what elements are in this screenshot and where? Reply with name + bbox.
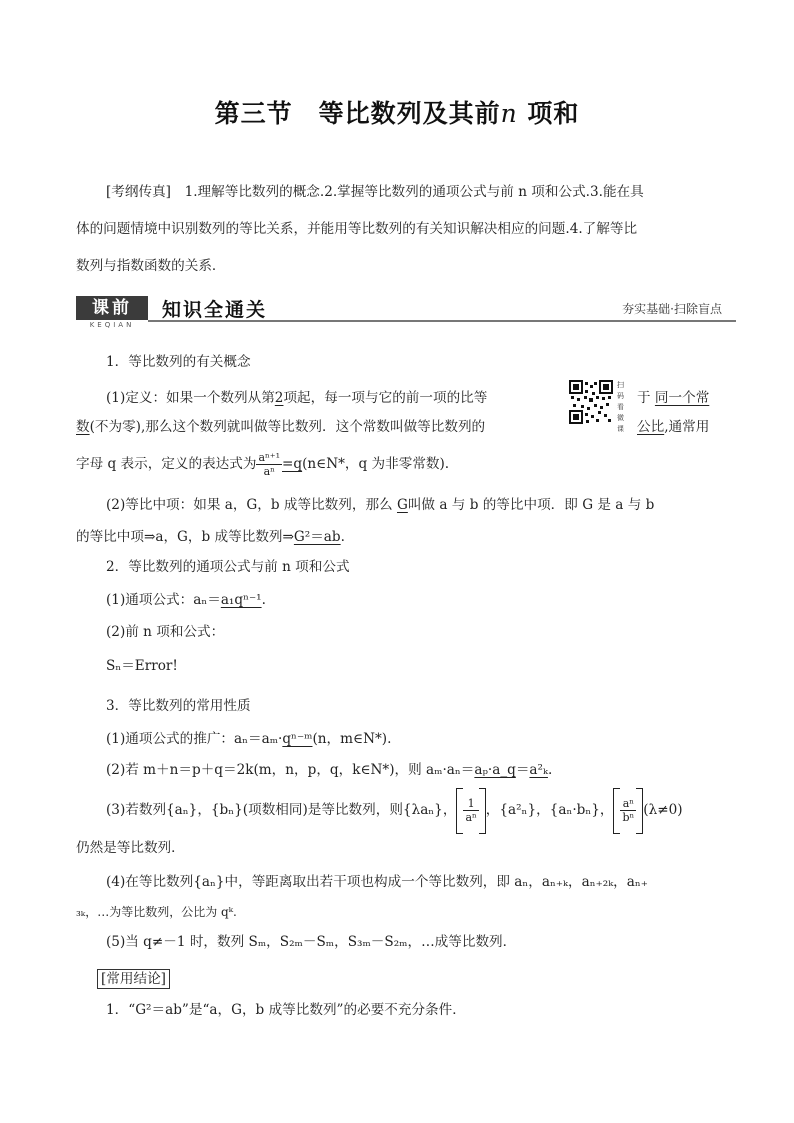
definition-fraction: $\frac{\text{aⁿ⁺¹}}{\text{aⁿ}}$ bbox=[258, 451, 281, 478]
outline-line-2: 体的问题情境中识别数列的等比关系，并能用等比数列的有关知识解决相应的问题.4.了解等比 bbox=[76, 221, 638, 237]
s1-def-line-3: 字母 q 表示，定义的表达式为 $\frac{\text{aⁿ⁺¹}}{\text{aⁿ}}$ =q(n∈N*，q 为非零常数). bbox=[76, 451, 450, 478]
s3-property-1: (1)通项公式的推广：aₙ＝aₘ·qⁿ⁻ᵐ(n，m∈N*). bbox=[106, 731, 392, 747]
s1-mid-line-1: (2)等比中项：如果 a，G，b 成等比数列，那么 G叫做 a 与 b 的等比中项．即 G 是 a 与 b bbox=[106, 497, 655, 513]
conclusion-item-1: 1．“G²＝ab”是“a，G，b 成等比数列”的必要不充分条件． bbox=[106, 1002, 466, 1018]
s2-sum-label: (2)前 n 项和公式： bbox=[106, 624, 225, 640]
s1-def-line-2-tail: 公比,通常用 bbox=[637, 419, 710, 435]
outline-line-3: 数列与指数函数的关系． bbox=[76, 258, 226, 274]
s3-property-4-end: ₃ₖ，…为等比数列，公比为 qᵏ. bbox=[76, 905, 237, 919]
section-band bbox=[76, 296, 736, 330]
qr-code-icon[interactable] bbox=[569, 380, 613, 424]
s1-mid-line-2: 的等比中项⇒a，G，b 成等比数列⇒G²＝ab. bbox=[76, 529, 345, 545]
s3-property-4: (4)在等比数列{aₙ}中，等距离取出若干项也构成一个等比数列，即 aₙ，aₙ₊ₖ，aₙ₊₂ₖ，aₙ₊ bbox=[106, 874, 648, 890]
s2-heading: 2．等比数列的通项公式与前 n 项和公式 bbox=[106, 559, 350, 575]
s2-general-term: (1)通项公式：aₙ＝a₁qⁿ⁻¹. bbox=[106, 592, 266, 608]
s3-property-2: (2)若 m＋n＝p＋q＝2k(m，n，p，q，k∈N*)，则 aₘ·aₙ＝aₚ·a_q＝a²ₖ. bbox=[106, 762, 553, 778]
s3-property-3-end: 仍然是等比数列． bbox=[76, 840, 185, 856]
band-sub-label: KEQIAN bbox=[89, 321, 135, 329]
s1-def-line-1-tail: 于 同一个常 bbox=[637, 390, 710, 406]
s1-def-line-2: 数(不为零),那么这个数列就叫做等比数列．这个常数叫做等比数列的 bbox=[76, 419, 486, 435]
band-heading: 知识全通关 bbox=[162, 299, 268, 321]
s3-property-5: (5)当 q≠－1 时，数列 Sₘ，S₂ₘ－Sₘ，S₃ₘ－S₂ₘ，…成等比数列． bbox=[106, 934, 517, 950]
s2-sum-formula: Sₙ＝Error! bbox=[106, 658, 178, 674]
qr-label: 扫码看微课 bbox=[617, 381, 624, 433]
band-label-box: 课前 bbox=[76, 296, 148, 320]
outline-tag: [考纲传真] bbox=[106, 184, 171, 200]
s3-property-3: (3)若数列{aₙ}，{bₙ}(项数相同)是等比数列，则{λaₙ}， $\frac{1}{\text{aⁿ}}$ ，{a²ₙ}，{aₙ·bₙ}， $\frac{\text{aⁿ}}{\text{bⁿ}}$ (λ≠0) bbox=[106, 786, 683, 834]
conclusion-tag: [常用结论] bbox=[97, 969, 170, 989]
page-title: 第三节 等比数列及其前n 项和 bbox=[214, 99, 580, 128]
outline-line-1: [考纲传真] 1.理解等比数列的概念.2.掌握等比数列的通项公式与前 n 项和公式.3.能在具 bbox=[106, 184, 644, 200]
s1-heading: 1．等比数列的有关概念 bbox=[106, 354, 251, 370]
s1-def-line-1: (1)定义：如果一个数列从第2项起，每一项与它的前一项的比等 bbox=[106, 390, 488, 406]
s3-heading: 3．等比数列的常用性质 bbox=[106, 698, 251, 714]
band-slogan: 夯实基础·扫除盲点 bbox=[622, 302, 722, 316]
